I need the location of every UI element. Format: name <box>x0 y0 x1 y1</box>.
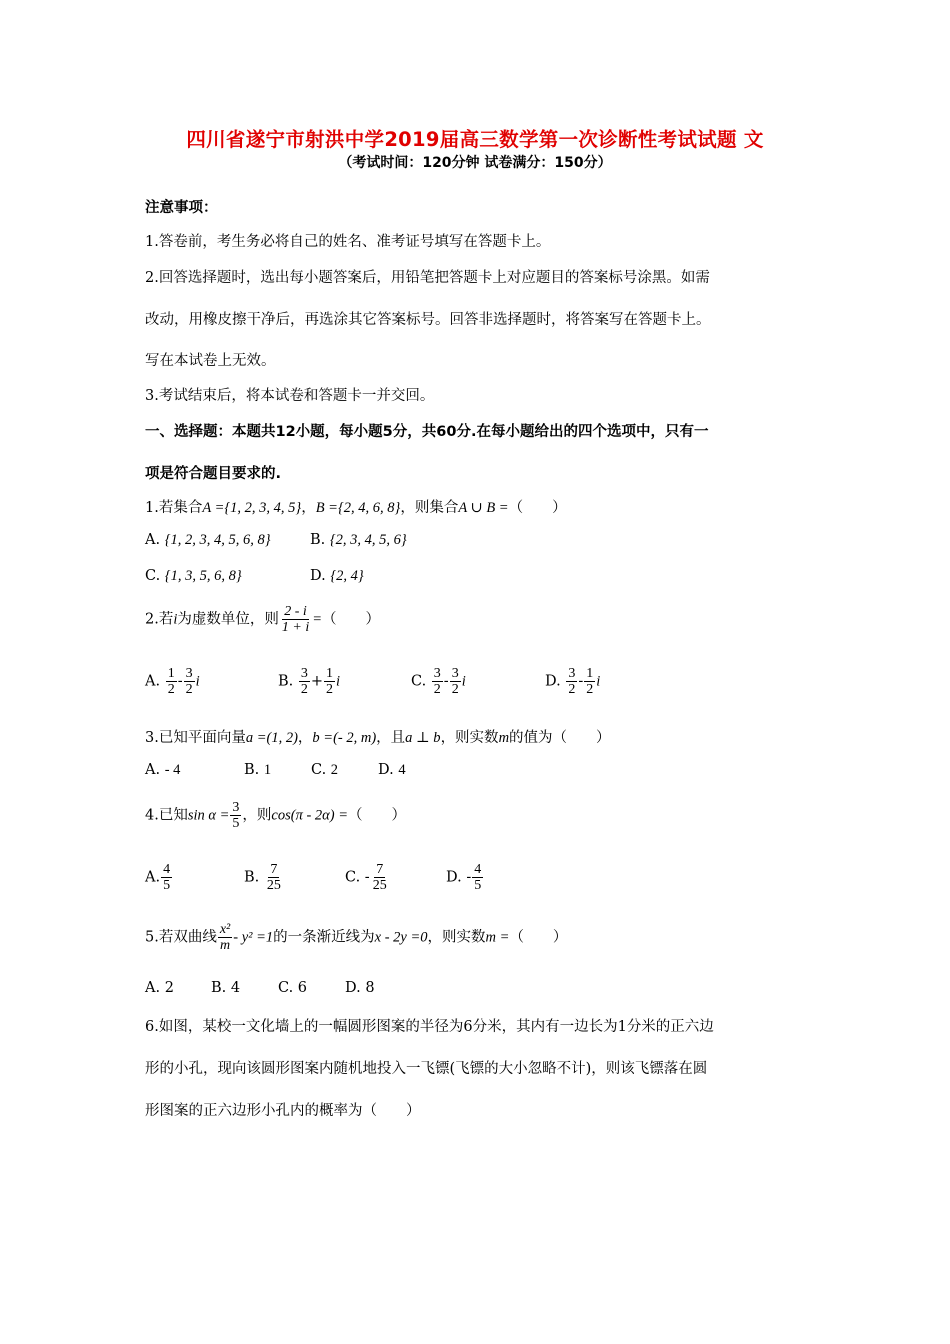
fraction-denominator: 2 <box>185 682 193 697</box>
fraction-denominator: 5 <box>232 816 240 831</box>
notice-item-2-cont: 改动，用橡皮擦干净后，再选涂其它答案标号。回答非选择题时，将答案写在答题卡上。 <box>145 312 711 328</box>
option-label: A. <box>145 673 161 690</box>
q1-option-a[interactable] <box>145 532 271 549</box>
option-label: C. <box>311 762 327 778</box>
fraction-denominator: 2 <box>326 682 334 697</box>
fraction <box>299 666 310 697</box>
fraction-numerator: 3 <box>568 666 576 681</box>
option-label: D. <box>345 980 361 996</box>
q5-option-d[interactable] <box>345 980 375 996</box>
q4-fraction <box>230 800 241 831</box>
q3-vector-b: b =(- 2, m) <box>312 730 377 746</box>
q5-asymptote: x - 2y =0 <box>374 929 428 946</box>
option-label: B. <box>310 532 326 548</box>
option-label: D. <box>310 568 326 584</box>
fraction <box>566 666 577 697</box>
fraction-numerator: 4 <box>474 862 482 877</box>
option-value: 2 <box>164 980 174 996</box>
notice-item-1: 1.答卷前，考生务必将自己的姓名、准考证号填写在答题卡上。 <box>145 234 551 250</box>
q5-m-eq: m = <box>485 929 510 946</box>
q1-option-d[interactable] <box>310 568 364 585</box>
option-label: A. <box>145 762 161 778</box>
fraction-numerator: 2 - i <box>284 604 307 619</box>
q2-option-d[interactable] <box>545 666 600 697</box>
option-value: 8 <box>365 980 375 996</box>
notice-item-2-end: 写在本试卷上无效。 <box>145 353 276 369</box>
option-value: 6 <box>297 980 308 996</box>
option-label: C. <box>278 980 294 996</box>
q4-option-a[interactable] <box>145 862 173 893</box>
q6-text-c: 分米的正六边 <box>626 1019 714 1035</box>
question-6-line-2: 形的小孔，现向该圆形图案内随机地投入一飞镖(飞镖的大小忽略不计)，则该飞镖落在圆 <box>145 1061 708 1077</box>
fraction-denominator: 1 + i <box>281 620 310 635</box>
fraction-numerator: 3 <box>185 666 193 681</box>
option-value: 2 <box>330 762 339 778</box>
fraction <box>184 666 195 697</box>
q4-end: （ ） <box>348 807 407 824</box>
fraction-denominator: 2 <box>568 682 576 697</box>
q1-end: （ ） <box>508 500 567 516</box>
fraction <box>161 862 172 893</box>
option-label: A. <box>145 532 161 548</box>
question-3-stem <box>145 726 611 747</box>
q1-expr: A ∪ B = <box>458 500 509 516</box>
option-label: B. <box>244 869 260 886</box>
page-title: 四川省遂宁市射洪中学2019届高三数学第一次诊断性考试试题 文 <box>186 128 764 151</box>
fraction-numerator: 3 <box>300 666 308 681</box>
option-label: A. <box>145 980 161 996</box>
q1-set-a: A ={1, 2, 3, 4, 5} <box>202 500 302 516</box>
fraction-denominator: m <box>219 938 231 953</box>
fraction-numerator: 3 <box>451 666 459 681</box>
q5-fraction <box>218 922 232 953</box>
fraction <box>265 862 283 893</box>
imaginary-unit: i <box>596 673 601 690</box>
q3-option-d[interactable] <box>378 762 406 779</box>
q6-text-a: 6.如图，某校一文化墙上的一幅圆形图案的半径为 <box>145 1019 464 1035</box>
q2-prefix: 2.若 <box>145 611 174 628</box>
option-label: C. <box>345 869 361 886</box>
question-2-stem <box>145 604 380 635</box>
question-6-line-1 <box>145 1015 714 1036</box>
section-heading-cont: 项是符合题目要求的. <box>145 466 282 482</box>
q5-end: （ ） <box>509 929 568 946</box>
fraction-numerator: 1 <box>326 666 334 681</box>
option-value: {1, 2, 3, 4, 5, 6, 8} <box>164 532 271 548</box>
option-label: B. <box>244 762 260 778</box>
fraction-numerator: 1 <box>167 666 175 681</box>
fraction-numerator: x² <box>219 922 231 937</box>
q2-i: i <box>173 611 178 628</box>
q3-mid2: ，则实数 <box>440 730 499 746</box>
option-label: C. <box>145 568 161 584</box>
sign: - <box>364 869 370 886</box>
fraction-denominator: 2 <box>433 682 441 697</box>
fraction <box>472 862 483 893</box>
fraction <box>324 666 335 697</box>
q2-end: （ ） <box>322 611 381 628</box>
q1-mid: ，则集合 <box>400 500 459 516</box>
fraction-denominator: 25 <box>266 878 281 893</box>
q3-option-b[interactable] <box>244 762 271 779</box>
fraction <box>432 666 443 697</box>
q1-option-c[interactable] <box>145 568 242 585</box>
q5-rest: - y² =1 <box>233 929 274 946</box>
q4-sin: sin α = <box>187 807 230 824</box>
imaginary-unit: i <box>336 673 341 690</box>
q1-option-b[interactable] <box>310 532 407 549</box>
fraction-denominator: 2 <box>167 682 175 697</box>
q5-mid2: ，则实数 <box>427 929 486 946</box>
imaginary-unit: i <box>195 673 200 690</box>
fraction <box>584 666 595 697</box>
q4-option-c[interactable] <box>345 862 390 893</box>
q2-mid: 为虚数单位，则 <box>177 611 279 628</box>
q2-fraction <box>280 604 311 635</box>
question-5-stem <box>145 922 567 953</box>
q5-mid: 的一条渐近线为 <box>273 929 375 946</box>
q6-side: 1 <box>617 1019 627 1035</box>
operator: - <box>177 673 183 690</box>
fraction-numerator: 7 <box>270 862 278 877</box>
option-value: 4 <box>398 762 406 778</box>
fraction-denominator: 25 <box>372 878 387 893</box>
q2-option-c[interactable] <box>411 666 466 697</box>
option-value: 4 <box>230 980 241 996</box>
q1-sep: ， <box>301 500 316 516</box>
option-value: {2, 4} <box>330 568 364 584</box>
option-label: C. <box>411 673 427 690</box>
fraction-numerator: 7 <box>376 862 384 877</box>
fraction-denominator: 2 <box>586 682 594 697</box>
q3-option-c[interactable] <box>311 762 338 779</box>
fraction-numerator: 4 <box>163 862 171 877</box>
option-value: {2, 3, 4, 5, 6} <box>329 532 407 548</box>
fraction <box>371 862 389 893</box>
option-label: D. <box>545 673 561 690</box>
fraction-denominator: 2 <box>451 682 459 697</box>
q4-option-d[interactable] <box>446 862 484 893</box>
q3-m: m <box>498 730 510 746</box>
q1-prefix: 1.若集合 <box>145 500 203 516</box>
q6-text-b: 分米，其内有一边长为 <box>472 1019 618 1035</box>
sign: - <box>466 869 472 886</box>
q5-prefix: 5.若双曲线 <box>145 929 217 946</box>
imaginary-unit: i <box>461 673 466 690</box>
option-label: A. <box>145 869 161 886</box>
q3-vector-a: a =(1, 2) <box>245 730 298 746</box>
q4-prefix: 4.已知 <box>145 807 188 824</box>
q3-prefix: 3.已知平面向量 <box>145 730 246 746</box>
notice-item-3: 3.考试结束后，将本试卷和答题卡一并交回。 <box>145 388 435 404</box>
fraction <box>450 666 461 697</box>
option-label: D. <box>446 869 462 886</box>
q6-radius: 6 <box>463 1019 473 1035</box>
question-4-stem <box>145 800 406 831</box>
option-value: 1 <box>263 762 272 778</box>
operator: - <box>578 673 584 690</box>
notice-heading: 注意事项： <box>145 200 218 216</box>
operator: - <box>443 673 449 690</box>
option-label: D. <box>378 762 394 778</box>
option-label: B. <box>211 980 227 996</box>
fraction-numerator: 1 <box>586 666 594 681</box>
q4-mid: ，则 <box>242 807 272 824</box>
q2-eq: = <box>312 611 323 628</box>
option-label: B. <box>278 673 294 690</box>
q4-option-b[interactable] <box>244 862 284 893</box>
q5-option-a[interactable] <box>145 980 174 996</box>
q3-option-a[interactable] <box>145 762 180 779</box>
fraction-denominator: 5 <box>474 878 482 893</box>
option-value: {1, 3, 5, 6, 8} <box>164 568 242 584</box>
q3-mid: ，且 <box>376 730 406 746</box>
notice-item-2: 2.回答选择题时，选出每小题答案后，用铅笔把答题卡上对应题目的答案标号涂黑。如需 <box>145 270 710 286</box>
q5-option-c[interactable] <box>278 980 307 996</box>
fraction-denominator: 5 <box>163 878 171 893</box>
q3-end: 的值为（ ） <box>509 730 611 746</box>
question-6-line-3: 形图案的正六边形小孔内的概率为（ ） <box>145 1103 421 1119</box>
fraction-denominator: 2 <box>300 682 308 697</box>
operator: + <box>310 673 324 690</box>
q4-cos: cos(π - 2α) = <box>271 807 349 824</box>
q2-option-b[interactable] <box>278 666 340 697</box>
fraction <box>166 666 177 697</box>
q2-option-a[interactable] <box>145 666 200 697</box>
q3-perp: a ⊥ b <box>405 730 441 746</box>
q1-set-b: B ={2, 4, 6, 8} <box>315 500 401 516</box>
question-1-stem <box>145 496 567 517</box>
section-heading: 一、选择题：本题共12小题，每小题5分，共60分.在每小题给出的四个选项中，只有一 <box>145 424 709 440</box>
q5-option-b[interactable] <box>211 980 240 996</box>
fraction-numerator: 3 <box>232 800 240 815</box>
q3-sep: ， <box>297 730 313 746</box>
option-value: - 4 <box>164 762 181 778</box>
exam-info: （考试时间：120分钟 试卷满分：150分） <box>338 155 612 171</box>
fraction-numerator: 3 <box>433 666 441 681</box>
